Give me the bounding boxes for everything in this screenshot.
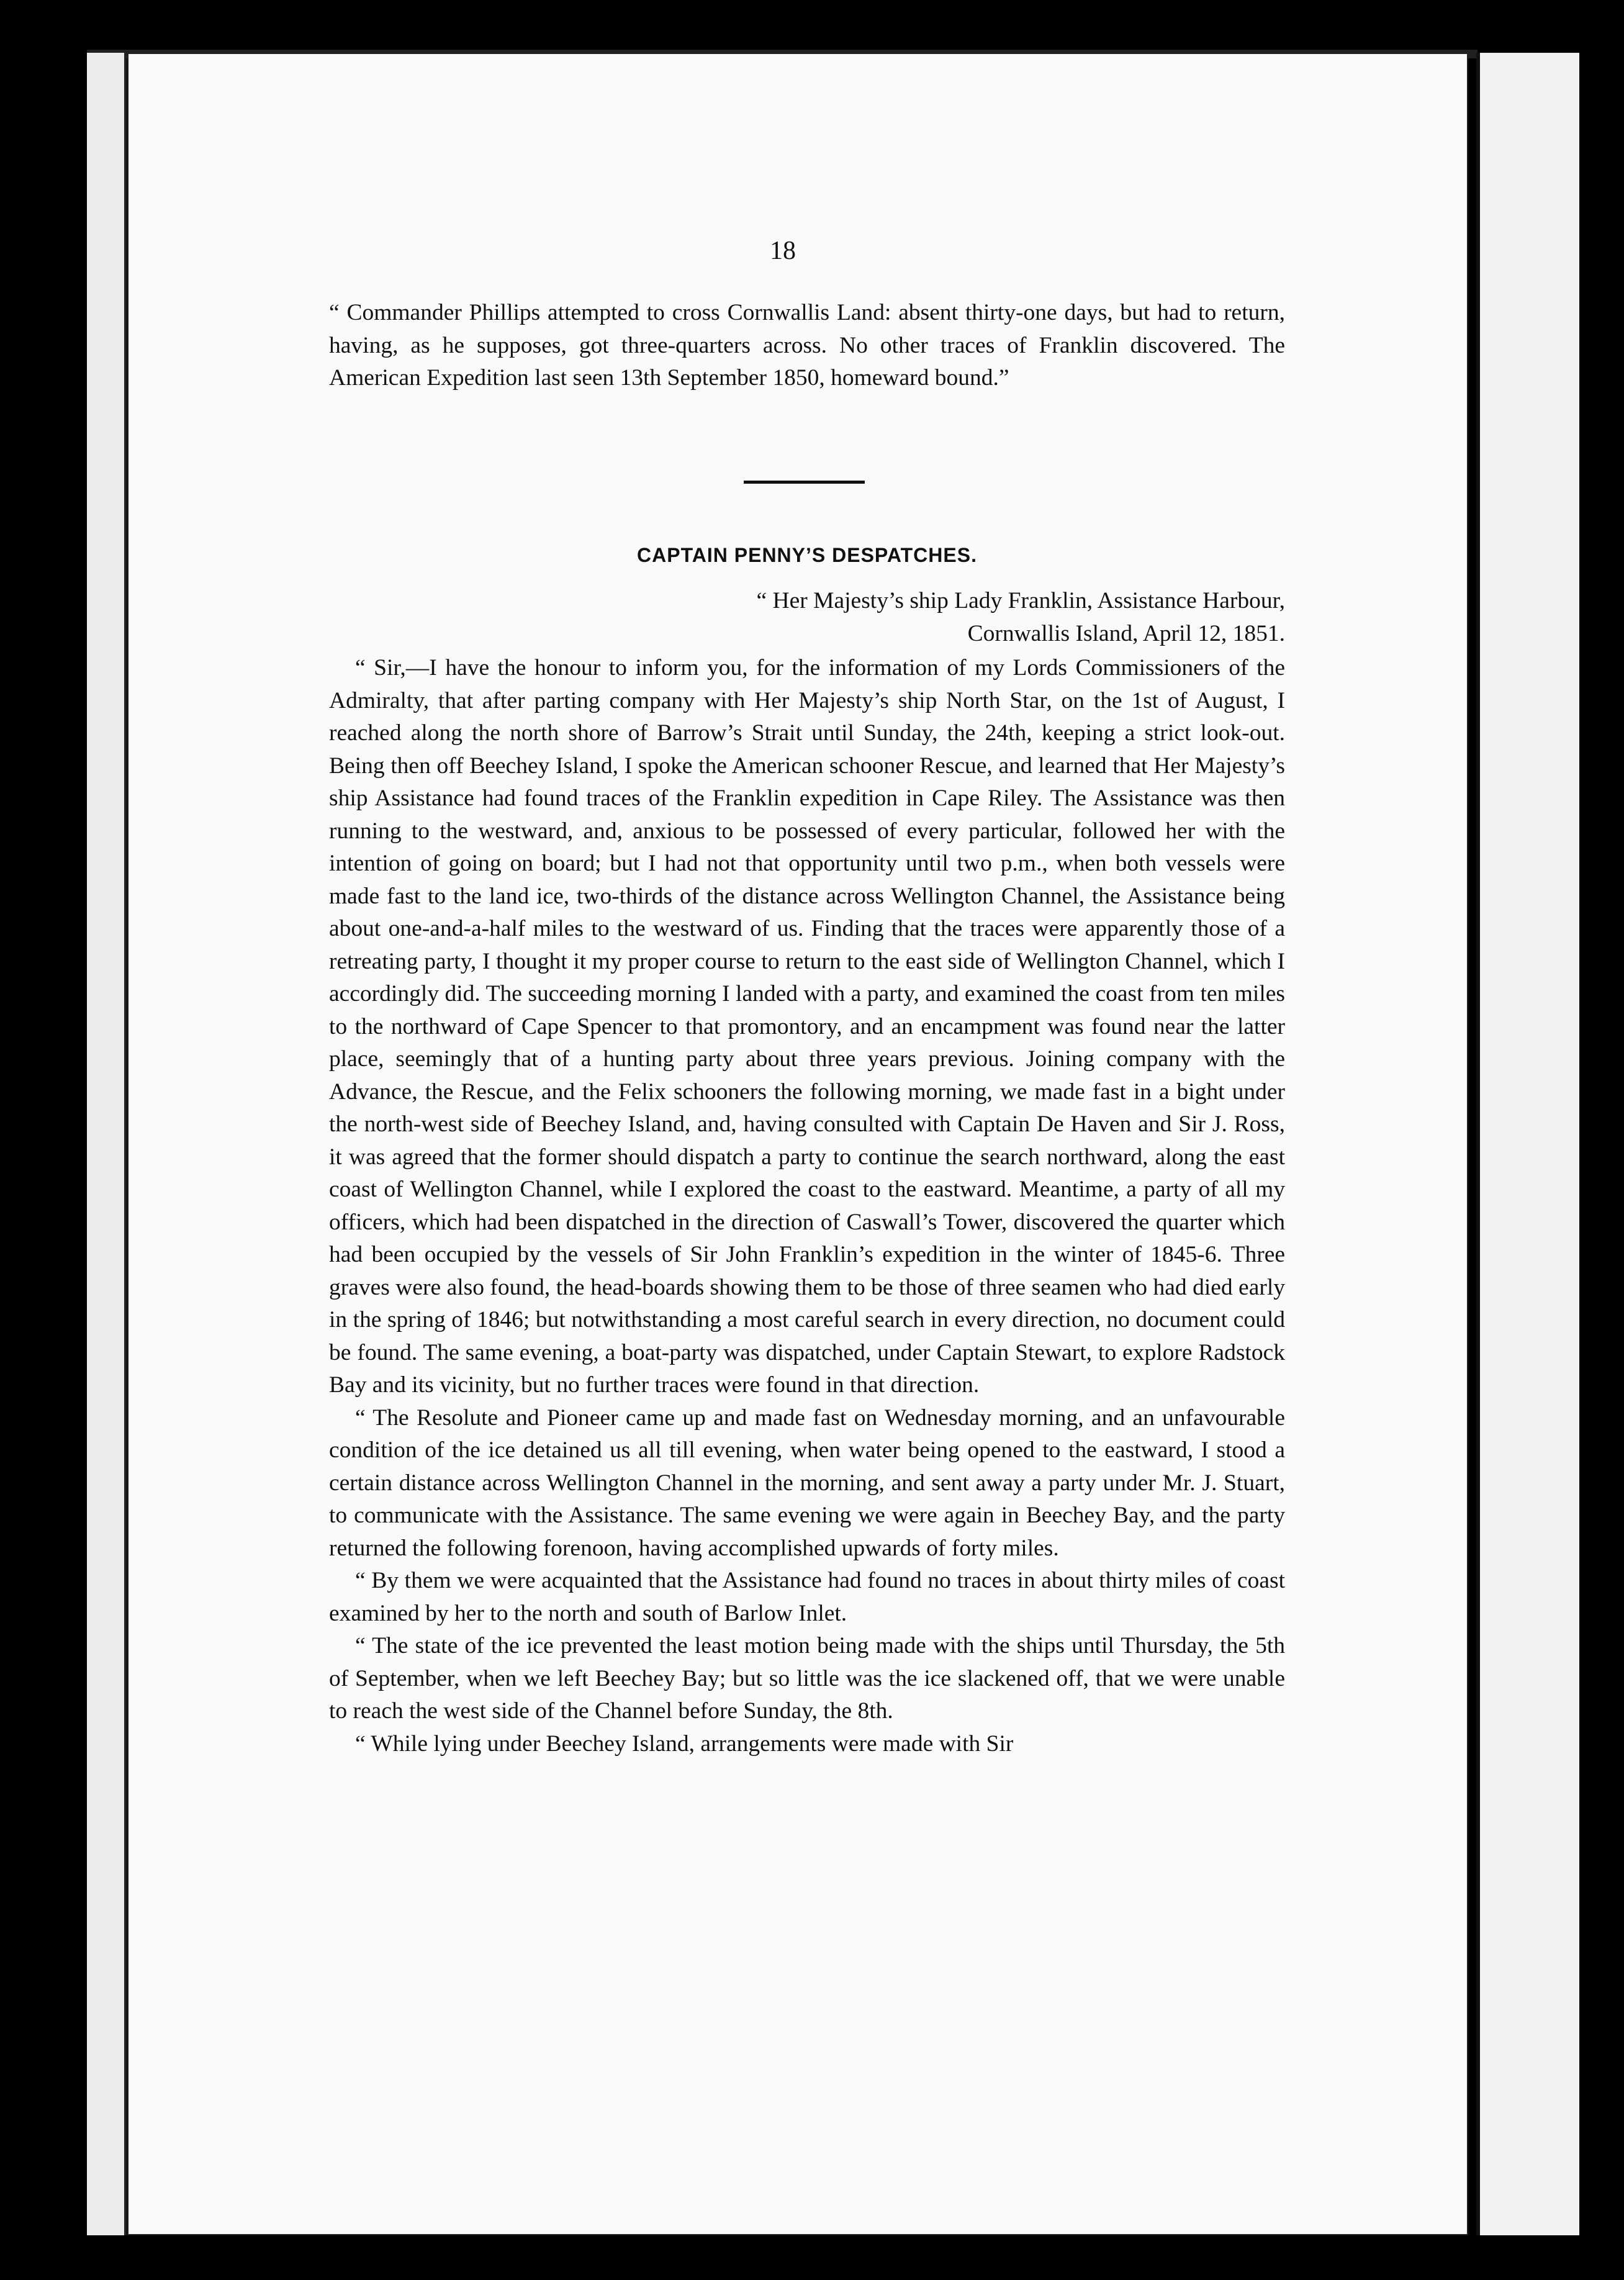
letter-address: [329, 585, 1285, 650]
address-line-1: “ Her Majesty’s ship Lady Franklin, Assistance Harbour,: [756, 588, 1285, 613]
letter-body: [329, 652, 1285, 1760]
section-heading: CAPTAIN PENNY’S DESPATCHES.: [637, 544, 977, 566]
section-divider: [744, 481, 865, 484]
body-paragraph: “ While lying under Beechey Island, arrangements were made with Sir: [355, 1730, 1014, 1757]
body-paragraph: “ By them we were acquainted that the Assistance had found no traces in about thirty miles of coast examined by her to the north and south of Barlow Inlet.: [329, 1568, 1285, 1626]
body-paragraph: “ Sir,—I have the honour to inform you, for the information of my Lords Commissioners of the Admiralty, that after parting company with Her Majesty’s ship North Star, on the 1st of August, I reached along the north shore of Barrow’s Strait until Sunday, the 24th, keeping a strict look-out. Being then off Beechey Island, I spoke the American schooner Rescue, and learned that Her Majesty’s ship Assistance had found traces of the Franklin expedition in Cape Riley. The Assistance was then running to the westward, and, anxious to be possessed of every particular, followed her with the intention of going on board; but I had not that opportunity until two p.m., when both vessels were made fast to the land ice, two-thirds of the distance across Wellington Channel, the Assistance being about one-and-a-half miles to the westward of us. Finding that the traces were apparently those of a retreating party, I thought it my proper course to return to the east side of Wellington Channel, which I accordingly did. The succeeding morning I landed with a party, and examined the coast from ten miles to the northward of Cape Spencer to that promontory, and an encampment was found near the latter place, seemingly that of a hunting party about three years previous. Joining company with the Advance, the Rescue, and the Felix schooners the following morning, we made fast in a bight under the north-west side of Beechey Island, and, having consulted with Captain De Haven and Sir J. Ross, it was agreed that the former should dispatch a party to continue the search northward, along the east coast of Wellington Channel, while I explored the coast to the eastward. Meantime, a party of all my officers, which had been dispatched in the direction of Caswall’s Tower, discovered the quarter which had been occupied by the vessels of Sir John Franklin’s expedition in the winter of 1845-6. Three graves were also found, the head-boards showing them to be those of three seamen who had died early in the spring of 1846; but notwithstanding a most careful search in every direction, no document could be found. The same evening, a boat-party was dispatched, under Captain Stewart, to explore Radstock Bay and its vicinity, but no further traces were found in that direction.: [329, 655, 1285, 1398]
page-number: 18: [770, 237, 796, 265]
address-line-2: Cornwallis Island, April 12, 1851.: [967, 620, 1285, 646]
intro-quote-text: “ Commander Phillips attempted to cross Cornwallis Land: absent thirty-one days, but had to return, having, as he supposes, got three-quarters across. No other traces of Franklin discovered. The American Expedition last seen 13th September 1850, homeward bound.”: [329, 300, 1285, 391]
body-paragraph: “ The Resolute and Pioneer came up and made fast on Wednesday morning, and an unfavourable condition of the ice detained us all till evening, when water being opened to the eastward, I stood a certain distance across Wellington Channel in the morning, and sent away a party under Mr. J. Stuart, to communicate with the Assistance. The same evening we were again in Beechey Bay, and the party returned the following forenoon, having accomplished upwards of forty miles.: [329, 1405, 1285, 1561]
adjacent-page-edge: [1476, 53, 1579, 2235]
binding-edge: [87, 53, 127, 2235]
intro-quote: [329, 297, 1285, 395]
body-paragraph: “ The state of the ice prevented the least motion being made with the ships until Thursday, the 5th of September, when we left Beechey Bay; but so little was the ice slackened off, that we were unable to reach the west side of the Channel before Sunday, the 8th.: [329, 1633, 1285, 1724]
